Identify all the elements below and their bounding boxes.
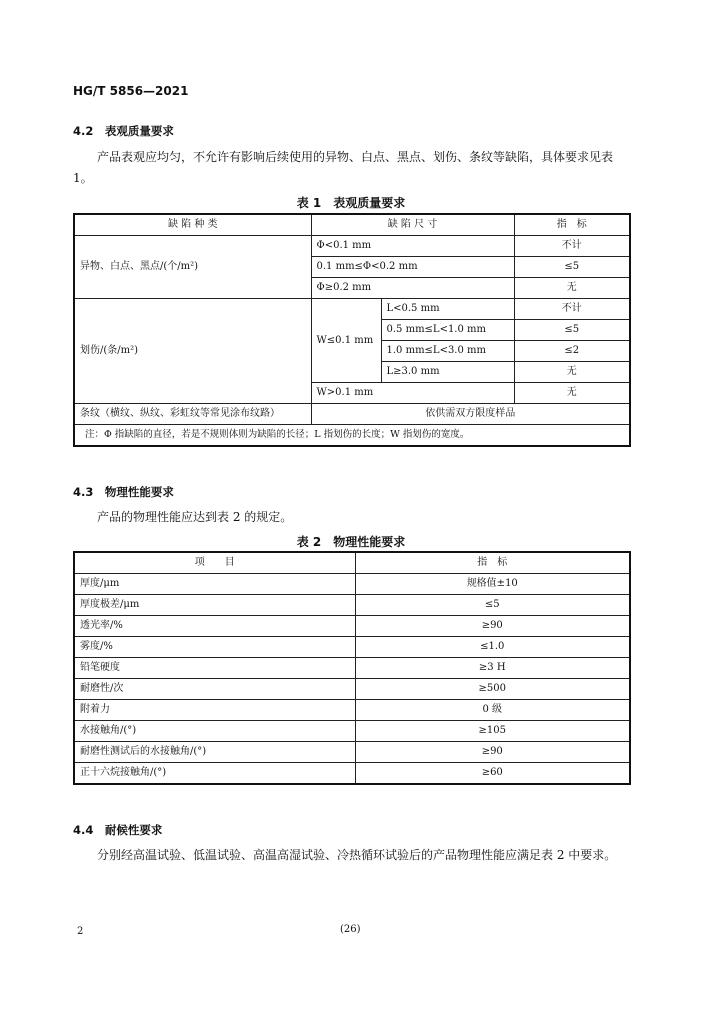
footer-center-number: (26) (340, 924, 361, 935)
section-4-2-paragraph: 产品表观应均匀，不允许有影响后续使用的异物、白点、黑点、划伤、条纹等缺陷，具体要求见表 1。 (73, 150, 614, 185)
table1-header-defect-size: 缺 陷 尺 寸 (311, 214, 514, 236)
table2-row-value: ≥90 (355, 616, 630, 637)
standard-number: HG/T 5856—2021 (73, 84, 189, 98)
table2-caption: 表 2 物理性能要求 (296, 535, 406, 549)
section-4-4-paragraph: 分别经高温试验、低温试验、高温高湿试验、冷热循环试验后的产品物理性能应满足表 2 中要求。 (97, 848, 617, 862)
table1-cell-size: L<0.5 mm (381, 299, 514, 320)
table2-row-value: ≤5 (355, 595, 630, 616)
table2-header-indicator: 指 标 (355, 552, 630, 574)
section-4-2-heading: 4.2 表观质量要求 (73, 124, 174, 138)
table2-row-value: ≥60 (355, 763, 630, 785)
table2-row-value: ≥105 (355, 721, 630, 742)
table1 (73, 213, 631, 447)
table1-header-defect-type: 缺 陷 种 类 (74, 214, 311, 236)
table1-cell-size: Φ<0.1 mm (311, 236, 514, 257)
table2-row-item: 耐磨性/次 (74, 679, 355, 700)
table1-cell-value: ≤5 (514, 257, 630, 278)
table2-row-item: 透光率/% (74, 616, 355, 637)
table1-cell-size: 0.1 mm≤Φ<0.2 mm (311, 257, 514, 278)
section-4-3-heading: 4.3 物理性能要求 (73, 485, 174, 499)
table1-note: 注：Φ 指缺陷的直径，若是不规则体则为缺陷的长径；L 指划伤的长度；W 指划伤的宽度。 (74, 425, 630, 447)
table2-row-item: 厚度极差/μm (74, 595, 355, 616)
table1-cell-size: L≥3.0 mm (381, 362, 514, 383)
table1-cell-value: 不计 (514, 299, 630, 320)
table2-header-item: 项 目 (74, 552, 355, 574)
table1-w-small: W≤0.1 mm (311, 299, 381, 383)
table2-row-item: 水接触角/(°) (74, 721, 355, 742)
table1-group1-label: 异物、白点、黑点/(个/m²) (74, 236, 311, 299)
table1-cell-size: Φ≥0.2 mm (311, 278, 514, 299)
table1-caption: 表 1 表观质量要求 (296, 196, 406, 210)
table1-cell-value: 无 (514, 362, 630, 383)
table2-row-value: 规格值±10 (355, 574, 630, 595)
table1-stripe-value: 依供需双方限度样品 (311, 404, 630, 425)
page-number: 2 (77, 926, 84, 937)
table1-cell-size: 0.5 mm≤L<1.0 mm (381, 320, 514, 341)
table2-row-item: 正十六烷接触角/(°) (74, 763, 355, 785)
table2-row-value: ≥90 (355, 742, 630, 763)
table2 (73, 551, 631, 785)
table1-stripe-label: 条纹（横纹、纵纹、彩虹纹等常见涂布纹路） (74, 404, 311, 425)
table2-row-item: 耐磨性测试后的水接触角/(°) (74, 742, 355, 763)
table2-row-item: 铅笔硬度 (74, 658, 355, 679)
table1-cell-value: ≤2 (514, 341, 630, 362)
table2-row-item: 厚度/μm (74, 574, 355, 595)
table2-row-item: 雾度/% (74, 637, 355, 658)
section-4-4-heading: 4.4 耐候性要求 (73, 823, 163, 837)
table1-header-indicator: 指 标 (514, 214, 630, 236)
table1-group2-label: 划伤/(条/m²) (74, 299, 311, 404)
table2-row-value: ≥3 H (355, 658, 630, 679)
table1-cell-value: ≤5 (514, 320, 630, 341)
table1-cell-value: 无 (514, 383, 630, 404)
section-4-3-paragraph: 产品的物理性能应达到表 2 的规定。 (97, 510, 293, 524)
table2-row-item: 附着力 (74, 700, 355, 721)
table2-row-value: ≥500 (355, 679, 630, 700)
table2-row-value: ≤1.0 (355, 637, 630, 658)
table1-cell-size: 1.0 mm≤L<3.0 mm (381, 341, 514, 362)
table2-row-value: 0 级 (355, 700, 630, 721)
table1-w-large: W>0.1 mm (311, 383, 514, 404)
table1-cell-value: 不计 (514, 236, 630, 257)
table1-cell-value: 无 (514, 278, 630, 299)
